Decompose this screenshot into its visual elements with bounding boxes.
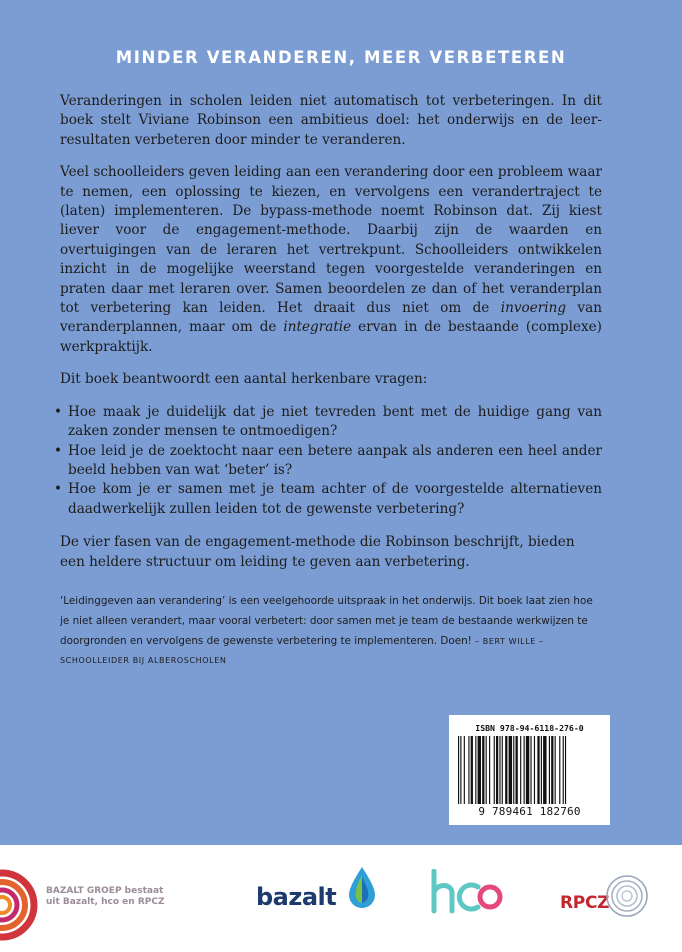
method-text-1: Veel schoolleiders geven leiding aan een verandering door een probleem waar te nemen, een oplossing te kiezen, en vervolgens een verandertraject te (laten) implementeren. De bypass-methode noemt Robinson dat. Zij kiest liever voor de engagement-methode. Daarbij zijn de waarden en overtuigingen van de leraren het vertrekpunt. Schoolleiders ontwikkelen inzicht in de mogelijke weerstand tegen voorgestelde veranderingen en praten daar met leraren over. Samen beoordelen ze dan of het veranderplan tot verbetering kan leiden. Het draait dus niet om de xyxy=(60,164,602,317)
question-item: • Hoe kom je er samen met je team achter of de voorgestelde alternatieven daadwerkelijk zullen leiden tot de gewenste verbetering? xyxy=(60,480,602,519)
method-text-3: ervan in de bestaande (complexe) werkpraktijk. xyxy=(60,319,602,355)
bazalt-groep-line-2: uit Bazalt, hco en RPCZ xyxy=(46,897,165,907)
quote-text: ‘Leidinggeven aan verandering’ is een veelgehoorde uitspraak in het onderwijs. Dit boek laat zien hoe je niet alleen verandert, maar vooral verbetert: door samen met je team de bestaande werkwijzen te doorgronden en vervolgens de gewenste verbetering te implementeren. Doen! xyxy=(60,595,593,647)
bazalt-groep-caption xyxy=(46,886,186,908)
publisher-footer xyxy=(0,845,682,952)
rpcz-fingerprint-icon xyxy=(604,873,650,919)
questions-list xyxy=(60,403,602,519)
barcode-digits: 9 789461 182760 xyxy=(478,805,581,818)
blurb xyxy=(60,92,602,585)
method-emphasis-integratie: integratie xyxy=(283,319,352,336)
rpcz-logo-text: RPCZ xyxy=(560,893,610,913)
hco-logo xyxy=(430,869,506,915)
barcode-bars xyxy=(458,736,601,804)
method-paragraph xyxy=(60,163,602,357)
method-emphasis-invoering: invoering xyxy=(500,300,567,317)
closing-paragraph: De vier fasen van de engagement-methode die Robinson beschrijft, bieden een heldere structuur om leiding te geven aan verbetering. xyxy=(60,534,575,570)
isbn-barcode xyxy=(449,715,610,825)
bazalt-drop-icon xyxy=(347,865,377,909)
question-item: • Hoe maak je duidelijk dat je niet tevreden bent met de huidige gang van zaken zonder mensen te ontmoedigen? xyxy=(60,403,602,442)
bazalt-groep-swirl-icon xyxy=(0,869,44,941)
method-text-2: van veranderplannen, maar om de xyxy=(60,300,602,336)
endorsement-quote xyxy=(60,592,604,671)
question-item: • Hoe leid je de zoektocht naar een betere aanpak als anderen een heel ander beeld hebben van wat ‘beter’ is? xyxy=(60,442,602,481)
bazalt-logo-text: bazalt xyxy=(256,883,337,911)
intro-paragraph: Veranderingen in scholen leiden niet automatisch tot verbeteringen. In dit boek stelt Viviane Robinson een ambitieus doel: het onderwijs en de leerresultaten verbeteren door minder te veranderen. xyxy=(60,93,602,148)
isbn-label: ISBN 978-94-6118-276-0 xyxy=(475,723,584,733)
cover-title: MINDER VERANDEREN, MEER VERBETEREN xyxy=(115,48,567,67)
bazalt-groep-line-1: BAZALT GROEP bestaat xyxy=(46,886,164,896)
quote-attribution: – BERT WILLE – SCHOOLLEIDER BIJ ALBEROSCHOLEN xyxy=(60,636,544,666)
questions-intro: Dit boek beantwoordt een aantal herkenbare vragen: xyxy=(60,371,428,388)
